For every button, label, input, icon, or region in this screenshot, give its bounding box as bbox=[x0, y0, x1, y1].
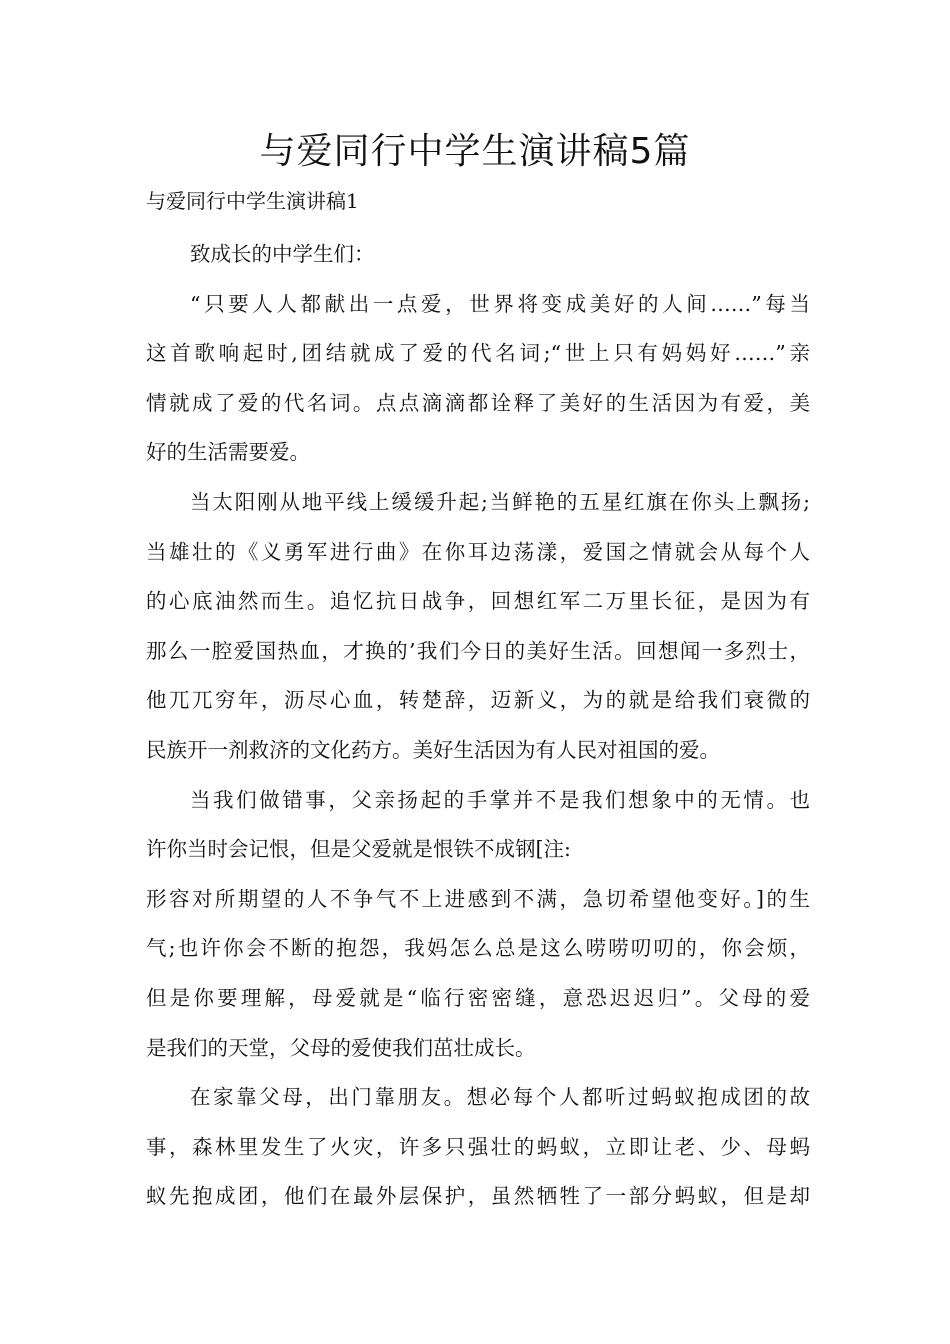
text-line: 在家靠父母，出门靠朋友。想必每个人都听过蚂蚁抱成团的故 bbox=[190, 1085, 810, 1110]
text-line: 形容对所期望的人不争气不上进感到不满，急切希望他变好。]的生 bbox=[146, 886, 810, 911]
document-body bbox=[146, 230, 810, 1222]
text-line: 这首歌响起时,团结就成了爱的代名词;“世上只有妈妈好……”亲 bbox=[146, 341, 810, 366]
document-title: 与爱同行中学生演讲稿5篇 bbox=[259, 131, 691, 172]
text-line: 那么一腔爱国热血，才换的’我们今日的美好生活。回想闻一多烈士， bbox=[146, 638, 810, 663]
text-line: 气;也许你会不断的抱怨，我妈怎么总是这么唠唠叨叨的，你会烦， bbox=[146, 936, 810, 961]
text-line: 但是你要理解，母爱就是“临行密密缝，意恐迟迟归”。父母的爱 bbox=[146, 985, 810, 1010]
text-line: 蚁先抱成团，他们在最外层保护，虽然牺牲了一部分蚂蚁，但是却 bbox=[146, 1184, 810, 1209]
text-line: 当雄壮的《义勇军进行曲》在你耳边荡漾，爱国之情就会从每个人 bbox=[146, 539, 810, 564]
text-line: 是我们的天堂，父母的爱使我们茁壮成长。 bbox=[146, 1035, 536, 1060]
text-line: “只要人人都献出一点爱，世界将变成美好的人间……”每当 bbox=[190, 291, 810, 316]
text-line: 他兀兀穷年，沥尽心血，转楚辞，迈新义，为的就是给我们衰微的 bbox=[146, 688, 810, 713]
text-line: 当我们做错事，父亲扬起的手掌并不是我们想象中的无情。也 bbox=[190, 787, 810, 812]
text-line: 致成长的中学生们： bbox=[190, 242, 375, 266]
text-line: 许你当时会记恨，但是父爱就是恨铁不成钢[注: bbox=[146, 837, 571, 862]
text-line: 的心底油然而生。追忆抗日战争，回想红军二万里长征，是因为有 bbox=[146, 589, 810, 614]
document-subtitle: 与爱同行中学生演讲稿1 bbox=[146, 189, 359, 213]
text-line: 当太阳刚从地平线上缓缓升起;当鲜艳的五星红旗在你头上飘扬; bbox=[190, 489, 810, 514]
text-line: 事，森林里发生了火灾，许多只强壮的蚂蚁，立即让老、少、母蚂 bbox=[146, 1134, 810, 1159]
text-line: 好的生活需要爱。 bbox=[146, 440, 310, 465]
text-line: 情就成了爱的代名词。点点滴滴都诠释了美好的生活因为有爱，美 bbox=[146, 390, 810, 415]
text-line: 民族开一剂救济的文化药方。美好生活因为有人民对祖国的爱。 bbox=[146, 737, 720, 762]
